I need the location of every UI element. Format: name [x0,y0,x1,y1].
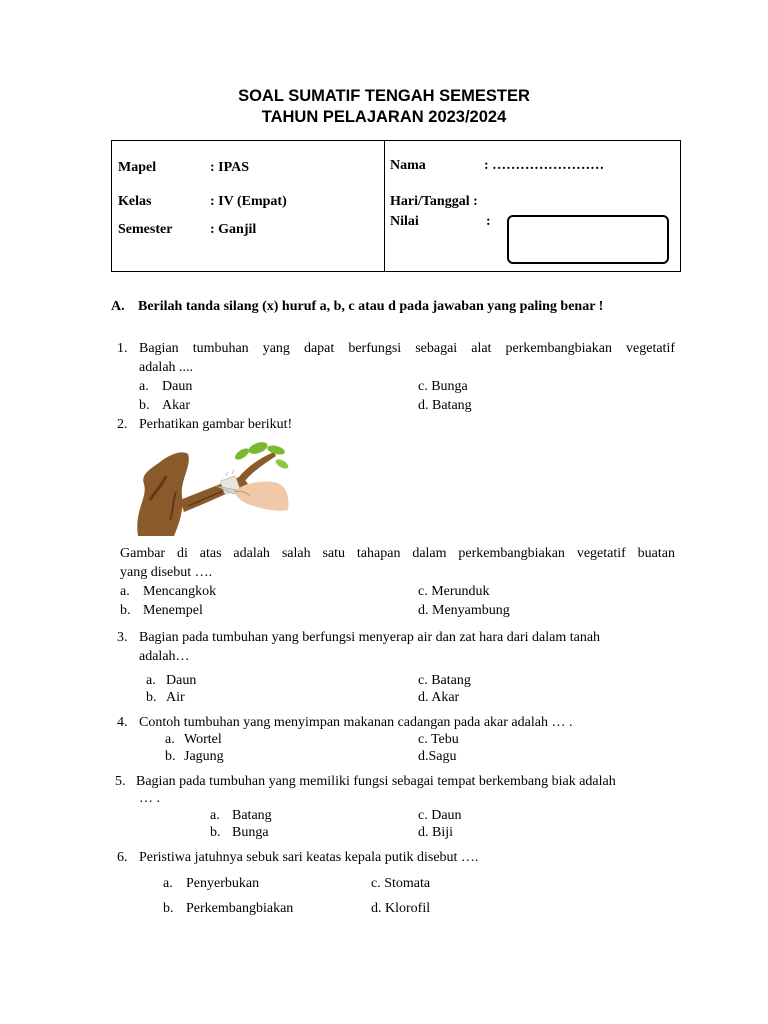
q5-option-b-letter[interactable]: b. [210,825,221,840]
q5-text-cont: … . [139,791,160,806]
grafting-illustration [130,440,290,536]
q1-option-b-letter[interactable]: b. [139,398,150,413]
q2-option-a-letter[interactable]: a. [120,584,130,599]
q3-number: 3. [117,630,128,645]
q4-option-b-letter[interactable]: b. [165,749,176,764]
nama-field[interactable]: : …………………… [484,158,605,173]
q1-text: Bagian tumbuhan yang dapat berfungsi sebagai alat perkembangbiakan vegetatif [139,341,675,356]
q2-text: Gambar di atas adalah salah satu tahapan dalam perkembangbiakan vegetatif buatan [120,546,675,561]
nama-label: Nama [390,158,426,173]
q1-option-a-letter[interactable]: a. [139,379,149,394]
q1-number: 1. [117,341,128,356]
q2-option-a[interactable]: Mencangkok [143,584,217,599]
q6-option-a-letter[interactable]: a. [163,876,173,891]
q4-option-a-letter[interactable]: a. [165,732,175,747]
hari-tanggal-label: Hari/Tanggal : [390,194,478,209]
q6-option-b-letter[interactable]: b. [163,901,174,916]
q5-option-c[interactable]: c. Daun [418,808,462,823]
nilai-label: Nilai [390,214,419,229]
q6-option-a[interactable]: Penyerbukan [186,876,260,891]
semester-value: : Ganjil [210,222,257,237]
q2-intro: Perhatikan gambar berikut! [139,417,293,432]
q1-text-cont: adalah .... [139,360,194,375]
q6-number: 6. [117,850,128,865]
mapel-label: Mapel [118,160,157,175]
q4-option-c[interactable]: c. Tebu [418,732,459,747]
q4-option-a[interactable]: Wortel [184,732,222,747]
q3-option-b[interactable]: Air [166,690,185,705]
q3-text-cont: adalah… [139,649,190,664]
q5-text: Bagian pada tumbuhan yang memiliki fungsi sebagai tempat berkembang biak adalah [136,774,616,789]
q5-option-a-letter[interactable]: a. [210,808,220,823]
semester-label: Semester [118,222,173,237]
mapel-value: : IPAS [210,160,250,175]
q3-option-c[interactable]: c. Batang [418,673,471,688]
box-divider [384,141,385,271]
page-subtitle: TAHUN PELAJARAN 2023/2024 [261,108,507,126]
kelas-label: Kelas [118,194,152,209]
score-box[interactable] [507,215,669,264]
q6-option-d[interactable]: d. Klorofil [371,901,431,916]
q1-option-b[interactable]: Akar [162,398,190,413]
q5-number: 5. [115,774,126,789]
q5-option-a[interactable]: Batang [232,808,272,823]
kelas-value: : IV (Empat) [210,194,287,209]
q4-option-d[interactable]: d.Sagu [418,749,457,764]
q6-option-c[interactable]: c. Stomata [371,876,431,891]
q2-number: 2. [117,417,128,432]
q1-option-d[interactable]: d. Batang [418,398,472,413]
nilai-colon: : [486,214,491,229]
section-a-marker: A. [111,299,125,314]
q3-option-d[interactable]: d. Akar [418,690,460,705]
q4-text: Contoh tumbuhan yang menyimpan makanan cadangan pada akar adalah … . [139,715,573,730]
q2-text-cont: yang disebut …. [120,565,213,580]
q3-option-b-letter[interactable]: b. [146,690,157,705]
q5-option-d[interactable]: d. Biji [418,825,454,840]
section-a-instruction: Berilah tanda silang (x) huruf a, b, c atau d pada jawaban yang paling benar ! [138,299,604,314]
q2-option-c[interactable]: c. Merunduk [418,584,490,599]
q3-option-a[interactable]: Daun [166,673,197,688]
page-title: SOAL SUMATIF TENGAH SEMESTER [238,87,530,105]
q1-option-c[interactable]: c. Bunga [418,379,468,394]
q6-option-b[interactable]: Perkembangbiakan [186,901,294,916]
q2-option-b[interactable]: Menempel [143,603,203,618]
q6-text: Peristiwa jatuhnya sebuk sari keatas kepala putik disebut …. [139,850,479,865]
q1-option-a[interactable]: Daun [162,379,193,394]
q3-option-a-letter[interactable]: a. [146,673,156,688]
q2-option-d[interactable]: d. Menyambung [418,603,510,618]
q3-text: Bagian pada tumbuhan yang berfungsi menyerap air dan zat hara dari dalam tanah [139,630,601,645]
q2-option-b-letter[interactable]: b. [120,603,131,618]
q4-number: 4. [117,715,128,730]
q4-option-b[interactable]: Jagung [184,749,224,764]
q5-option-b[interactable]: Bunga [232,825,269,840]
